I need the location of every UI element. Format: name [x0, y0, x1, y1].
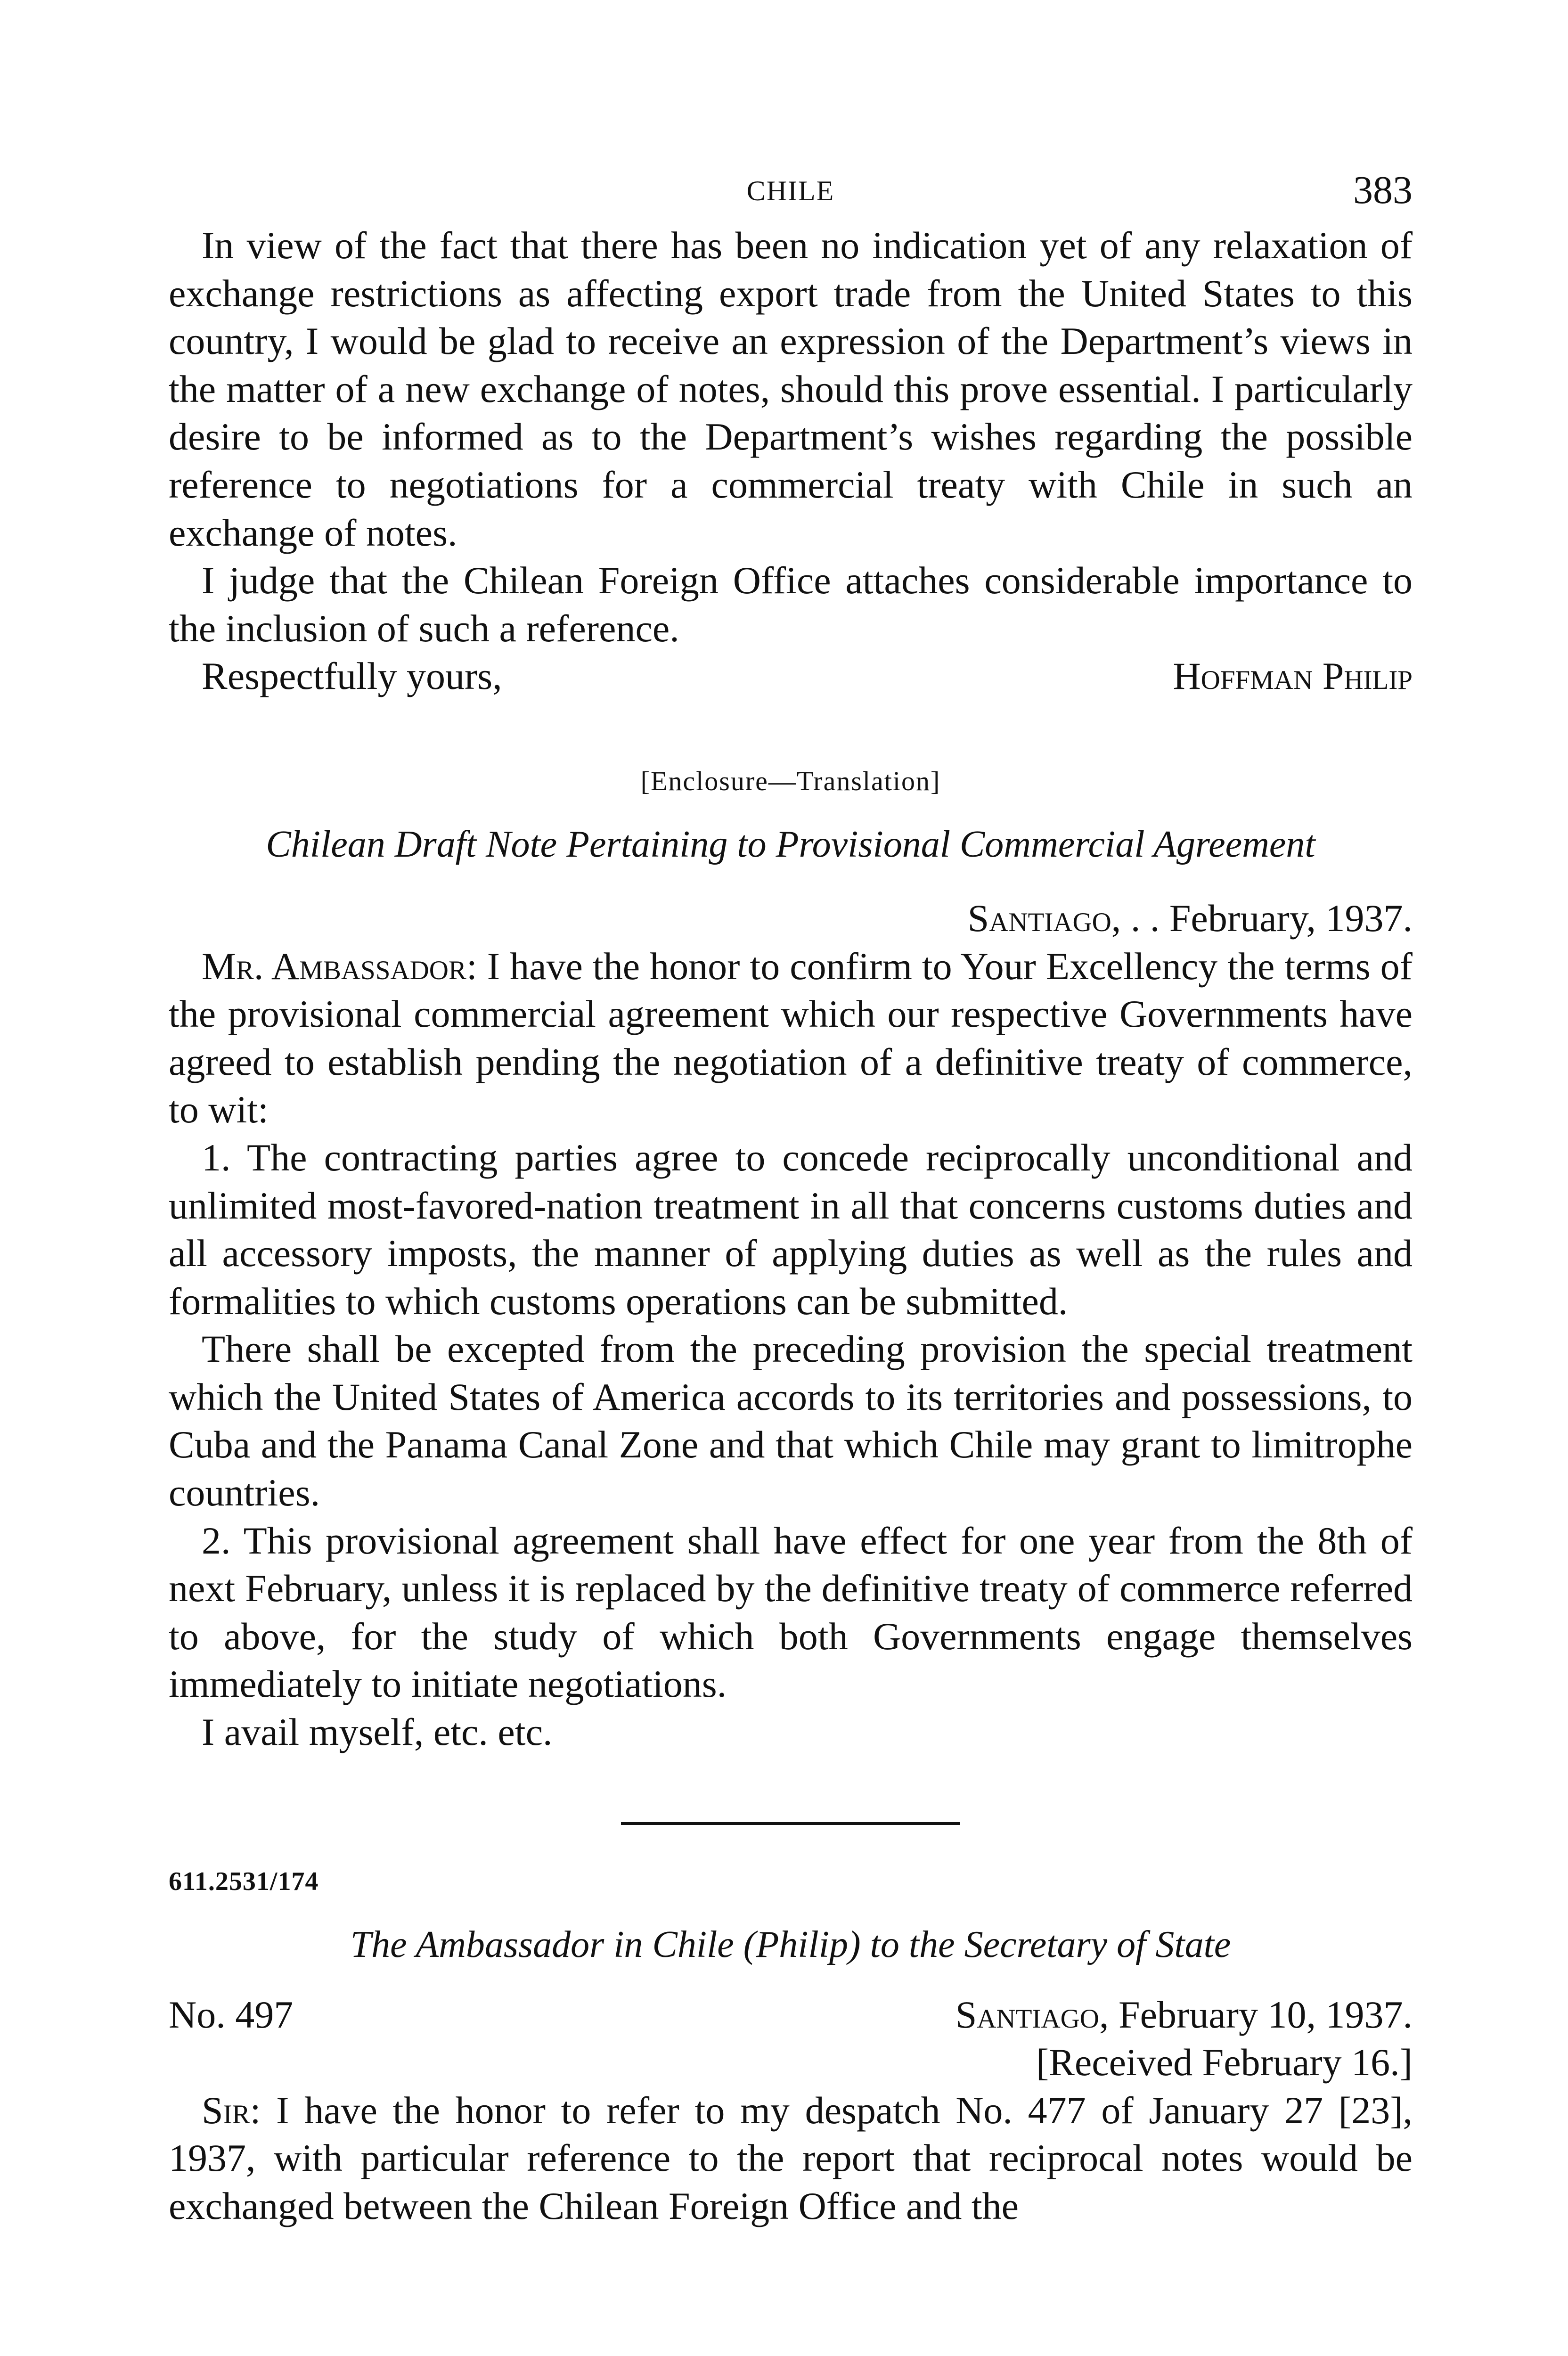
- agreement-exception: There shall be excepted from the preceding provision the special treatment which the United States of America accords to its territories and possessions, to Cuba and the Panama Canal Zone and that which Chile may grant to limitrophe countries.: [169, 1327, 1413, 1514]
- signature: Hoffman Philip: [1173, 654, 1413, 698]
- dispatch-number: No. 497: [169, 1993, 294, 2036]
- running-title: CHILE: [746, 175, 835, 206]
- enclosure-label: [Enclosure—Translation]: [640, 765, 941, 796]
- dispatch-header: [169, 1991, 1413, 2039]
- enclosure-closing: I avail myself, etc. etc.: [202, 1710, 553, 1754]
- dispatch-body: [169, 2086, 1413, 2230]
- letter-paragraph: In view of the fact that there has been no indication yet of any relaxation of exchange restrictions as affecting export trade from the United States to this country, I would be glad to receive an expression of the Department’s views in the matter of a new exchange of notes, should this prove essential. I particularly desire to be informed as to the Department’s wishes regarding the possible reference to negotiations for a commercial treaty with Chile in such an exchange of notes.: [169, 224, 1413, 554]
- enclosure-dateline: [169, 894, 1413, 942]
- document-page: [169, 170, 1413, 2230]
- opening-text: : I have the honor to confirm to Your Excellency the terms of the provisional commercial agreement which our respective Governments have agreed to establish pending the negotiation of a definitive treaty of commerce, to wit:: [169, 944, 1413, 1131]
- running-head: [169, 170, 1413, 221]
- dateline-date: . . February, 1937.: [1121, 896, 1413, 940]
- enclosure-opening: [169, 942, 1413, 1134]
- document-title: The Ambassador in Chile (Philip) to the Secretary of State: [350, 1923, 1231, 1965]
- section-divider: [621, 1822, 960, 1825]
- body-text: : I have the honor to refer to my despatch No. 477 of January 27 [23], 1937, with particular reference to the report that reciprocal notes would be exchanged between the Chilean Foreign Office and the: [169, 2088, 1413, 2227]
- agreement-item-1: 1. The contracting parties agree to concede reciprocally unconditional and unlimited most-favored-nation treatment in all that concerns customs duties and all accessory imposts, the manner of applying duties as well as the rules and formalities to which customs operations can be submitted.: [169, 1136, 1413, 1323]
- page-number: 383: [1353, 168, 1413, 212]
- closing-text: Respectfully yours,: [202, 654, 502, 698]
- dateline-place: Santiago,: [955, 1993, 1109, 2036]
- dateline-date: February 10, 1937.: [1109, 1993, 1413, 2036]
- salutation: Mr. Ambassador: [202, 944, 466, 988]
- dispatch-dateline: [956, 1991, 1413, 2039]
- enclosure-title: Chilean Draft Note Pertaining to Provisional Commercial Agreement: [266, 823, 1315, 865]
- salutation: Sir: [202, 2088, 250, 2132]
- letter-signoff: [169, 652, 1413, 700]
- letter-paragraph: I judge that the Chilean Foreign Office attaches considerable importance to the inclusion of such a reference.: [169, 559, 1413, 650]
- dateline-place: Santiago,: [967, 896, 1121, 940]
- file-number: 611.2531/174: [169, 1866, 319, 1896]
- agreement-item-2: 2. This provisional agreement shall have effect for one year from the 8th of next February, unless it is replaced by the definitive treaty of commerce referred to above, for the study of which both Governments engage themselves immediately to initiate negotiations.: [169, 1519, 1413, 1706]
- received-note: [Received February 16.]: [1036, 2041, 1413, 2084]
